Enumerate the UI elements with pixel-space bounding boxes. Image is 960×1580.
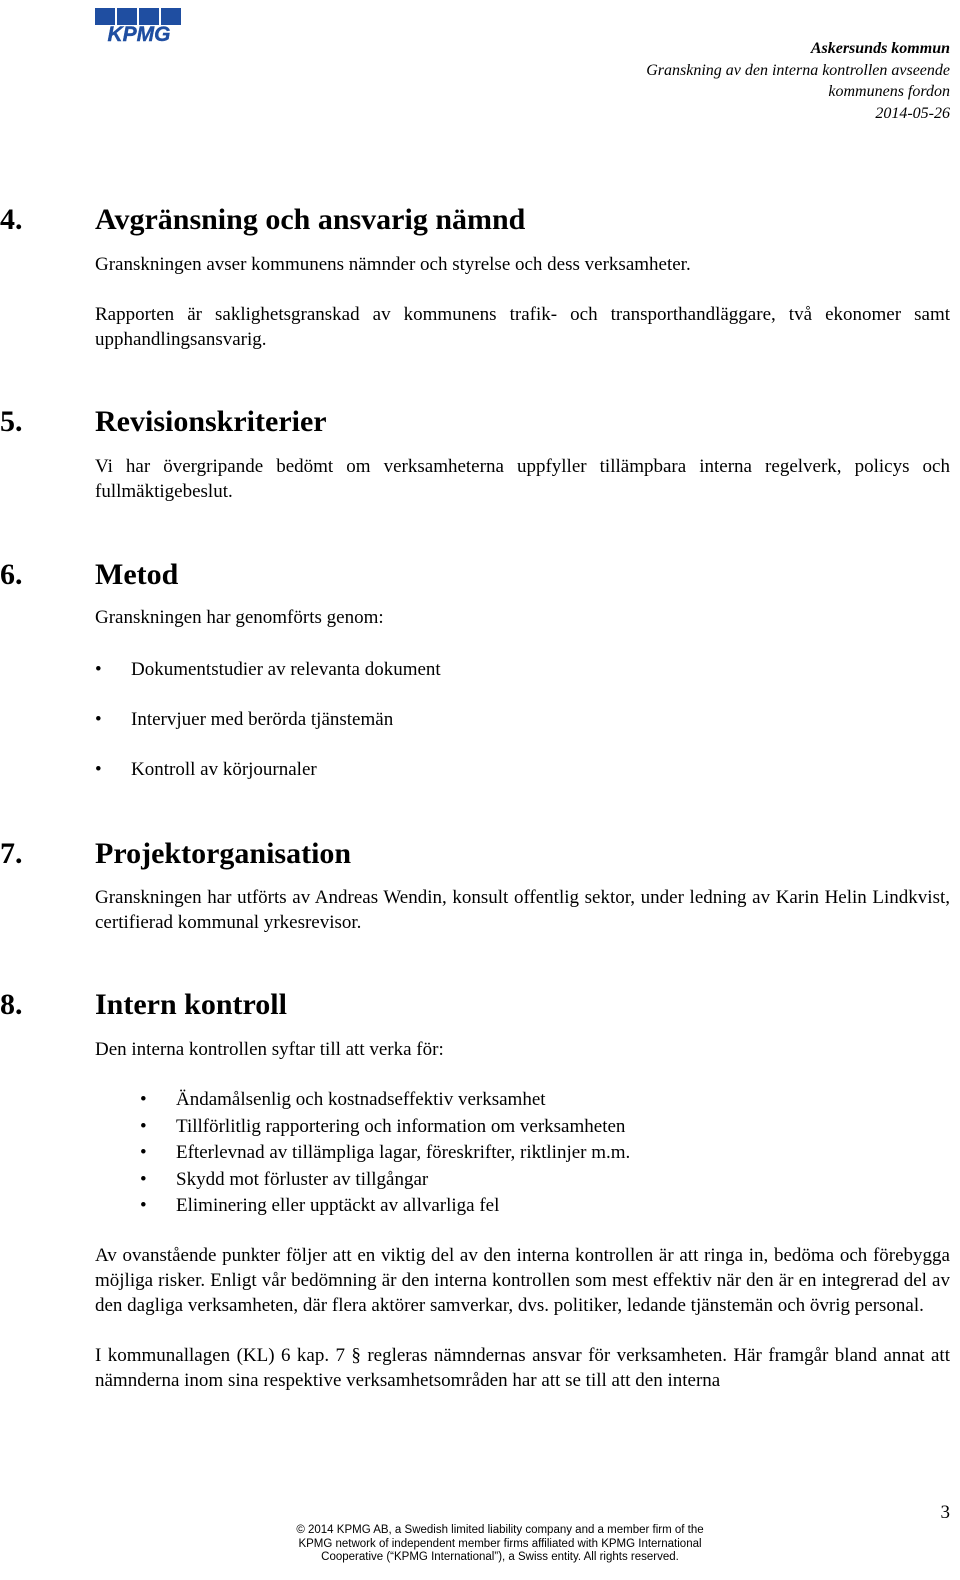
section-title: Metod [95, 558, 179, 591]
list-item: • Eliminering eller upptäckt av allvarliga fel [0, 1193, 960, 1220]
section-title: Avgränsning och ansvarig nämnd [95, 203, 526, 236]
section-8 [0, 985, 960, 1393]
list-item: • Efterlevnad av tillämpliga lagar, föreskrifter, riktlinjer m.m. [0, 1140, 960, 1167]
paragraph: Granskningen avser kommunens nämnder och styrelse och dess verksamheter. [95, 254, 691, 275]
footer-line: Cooperative (“KPMG International”), a Swiss entity. All rights reserved. [321, 1551, 679, 1563]
document-header [646, 38, 950, 124]
header-date: 2014-05-26 [875, 104, 950, 122]
copyright-footer [250, 1524, 750, 1565]
list-item: • Ändamålsenlig och kostnadseffektiv verksamhet [0, 1087, 960, 1114]
section-heading [0, 402, 960, 442]
section-number: 6. [0, 558, 23, 591]
section-5 [0, 402, 960, 504]
header-organization: Askersunds kommun [810, 40, 950, 57]
bullet-list [0, 1087, 960, 1220]
section-number: 5. [0, 405, 23, 438]
header-subtitle-1: Granskning av den interna kontrollen avseende [646, 61, 950, 79]
list-item: • Skydd mot förluster av tillgångar [0, 1167, 960, 1194]
list-item: • Dokumentstudier av relevanta dokument [0, 657, 960, 682]
section-heading [0, 200, 960, 240]
header-subtitle-2: kommunens fordon [828, 83, 950, 100]
paragraph: Av ovanstående punkter följer att en viktig del av den interna kontrollen är att ringa in, bedöma och förebygga möjliga risker. Enligt vår bedömning är den interna kontrollen som mest effektiv när den är en integrerad del av den dagliga verksamheten, där flera aktörer samverkar, dvs. politiker, ledande tjänstemän och övrig personal. [95, 1244, 950, 1316]
section-7 [0, 834, 960, 935]
list-item: • Intervjuer med berörda tjänstemän [0, 707, 960, 732]
footer-line: KPMG network of independent member firms affiliated with KPMG International [298, 1537, 702, 1550]
page-number: 3 [940, 1502, 950, 1523]
footer-line: © 2014 KPMG AB, a Swedish limited liability company and a member firm of the [296, 1524, 704, 1536]
paragraph: Granskningen har genomförts genom: [95, 607, 384, 628]
section-number: 7. [0, 837, 23, 870]
paragraph: Den interna kontrollen syftar till att verka för: [95, 1039, 444, 1060]
section-heading [0, 985, 960, 1025]
section-title: Revisionskriterier [95, 405, 327, 438]
paragraph: Rapporten är saklighetsgranskad av kommunens trafik- och transporthandläggare, två ekonomer samt upphandlingsansvarig. [95, 304, 950, 350]
section-number: 4. [0, 203, 23, 236]
section-title: Projektorganisation [95, 837, 352, 870]
section-title: Intern kontroll [95, 988, 287, 1021]
section-heading [0, 834, 960, 874]
section-6 [0, 555, 960, 782]
section-heading [0, 555, 960, 595]
paragraph: I kommunallagen (KL) 6 kap. 7 § regleras nämndernas ansvar för verksamheten. Här framgår bland annat att nämnderna inom sina respektive verksamhetsområden har att se till att den interna [95, 1344, 950, 1391]
paragraph: Vi har övergripande bedömt om verksamheterna uppfyller tillämpbara interna regelverk, policys och fullmäktigebeslut. [95, 456, 950, 502]
bullet-list [0, 657, 960, 782]
paragraph: Granskningen har utförts av Andreas Wendin, konsult offentlig sektor, under ledning av Karin Helin Lindkvist, certifierad kommunal yrkesrevisor. [95, 887, 950, 933]
list-item: • Tillförlitlig rapportering och information om verksamheten [0, 1114, 960, 1141]
kpmg-logo [93, 6, 185, 44]
section-number: 8. [0, 988, 23, 1021]
list-item: • Kontroll av körjournaler [0, 757, 960, 782]
section-4 [0, 200, 960, 352]
logo-text: KPMG [107, 23, 171, 44]
